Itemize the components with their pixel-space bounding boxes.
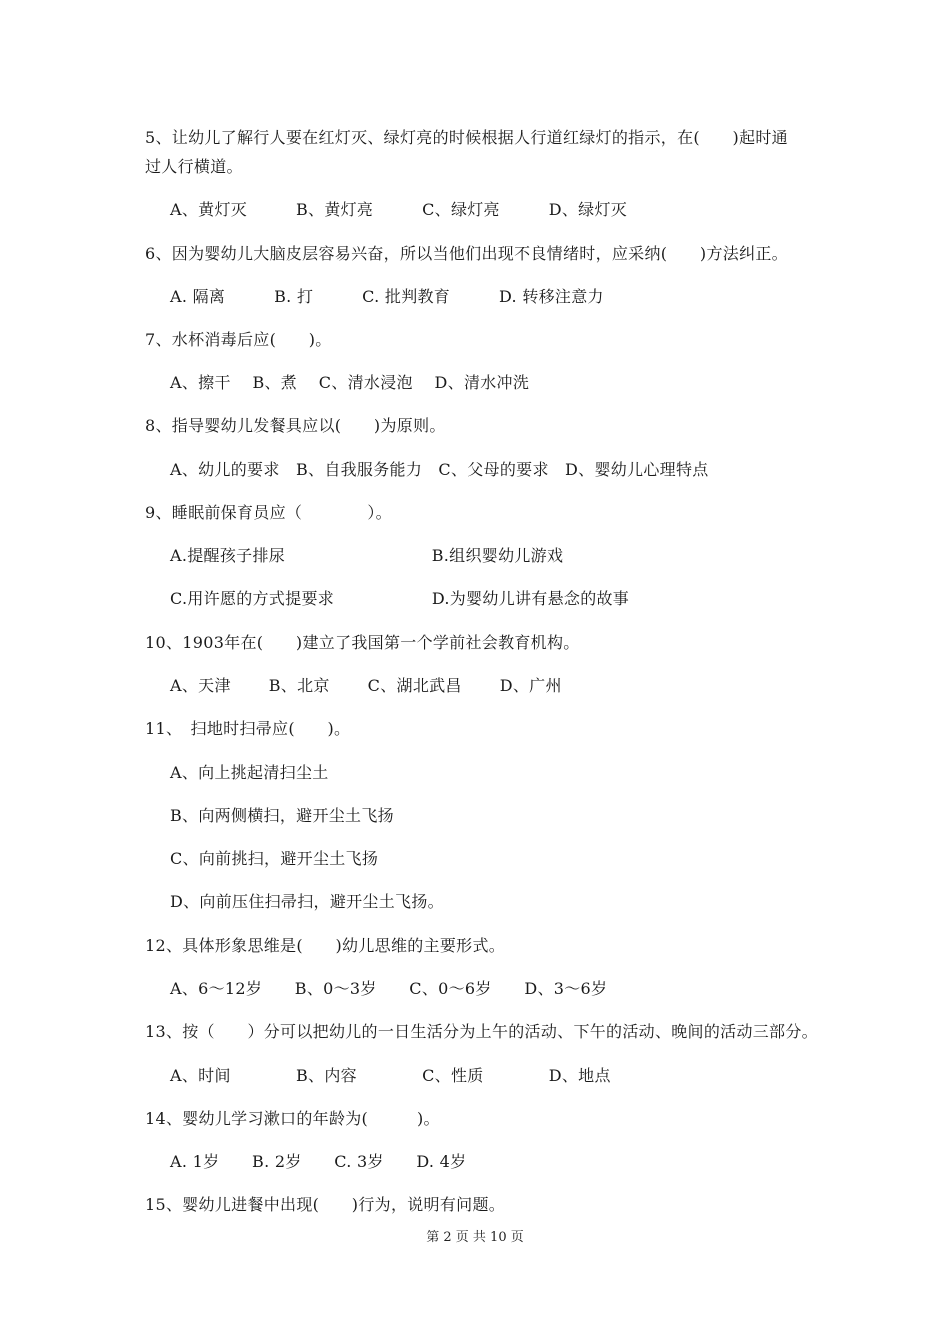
page-footer: 第 2 页 共 10 页: [426, 1230, 524, 1245]
question-12: 12、具体形象思维是( )幼儿思维的主要形式。: [145, 936, 506, 955]
question-7-options: A、擦干 B、煮 C、清水浸泡 D、清水冲洗: [170, 373, 530, 392]
question-10-options: A、天津 B、北京 C、湖北武昌 D、广州: [170, 676, 562, 695]
question-5-line-1: 5、让幼儿了解行人要在红灯灭、绿灯亮的时候根据人行道红绿灯的指示，在( )起时通: [145, 128, 788, 147]
question-11-option-c: C、向前挑扫，避开尘土飞扬: [170, 849, 379, 868]
question-5-line-2: 过人行横道。: [145, 157, 243, 176]
question-5-options: A、黄灯灭 B、黄灯亮 C、绿灯亮 D、绿灯灭: [170, 200, 628, 219]
question-13-options: A、时间 B、内容 C、性质 D、地点: [170, 1066, 611, 1085]
question-11-option-b: B、向两侧横扫，避开尘土飞扬: [170, 806, 394, 825]
question-8-options: A、幼儿的要求 B、自我服务能力 C、父母的要求 D、婴幼儿心理特点: [170, 460, 709, 479]
question-10: 10、1903年在( )建立了我国第一个学前社会教育机构。: [145, 633, 580, 652]
question-14-options: A. 1岁 B. 2岁 C. 3岁 D. 4岁: [170, 1152, 467, 1171]
question-11-option-d: D、向前压住扫帚扫，避开尘土飞扬。: [170, 892, 444, 911]
question-8: 8、指导婴幼儿发餐具应以( )为原则。: [145, 416, 446, 435]
question-15: 15、婴幼儿进餐中出现( )行为，说明有问题。: [145, 1195, 506, 1214]
question-9-options-row-2: C.用许愿的方式提要求 D.为婴幼儿讲有悬念的故事: [170, 589, 630, 608]
question-13: 13、按（ ）分可以把幼儿的一日生活分为上午的活动、下午的活动、晚间的活动三部分。: [145, 1022, 818, 1041]
question-14: 14、婴幼儿学习漱口的年龄为( )。: [145, 1109, 440, 1128]
question-6-options: A. 隔离 B. 打 C. 批判教育 D. 转移注意力: [170, 287, 604, 306]
question-6: 6、因为婴幼儿大脑皮层容易兴奋，所以当他们出现不良情绪时，应采纳( )方法纠正。: [145, 244, 788, 263]
question-9: 9、睡眠前保育员应（ ）。: [145, 503, 392, 522]
question-11-option-a: A、向上挑起清扫尘土: [170, 763, 329, 782]
question-9-options-row-1: A.提醒孩子排尿 B.组织婴幼儿游戏: [170, 546, 564, 565]
question-12-options: A、6～12岁 B、0～3岁 C、0～6岁 D、3～6岁: [170, 979, 608, 998]
question-7: 7、水杯消毒后应( )。: [145, 330, 332, 349]
question-11: 11、 扫地时扫帚应( )。: [145, 719, 351, 738]
